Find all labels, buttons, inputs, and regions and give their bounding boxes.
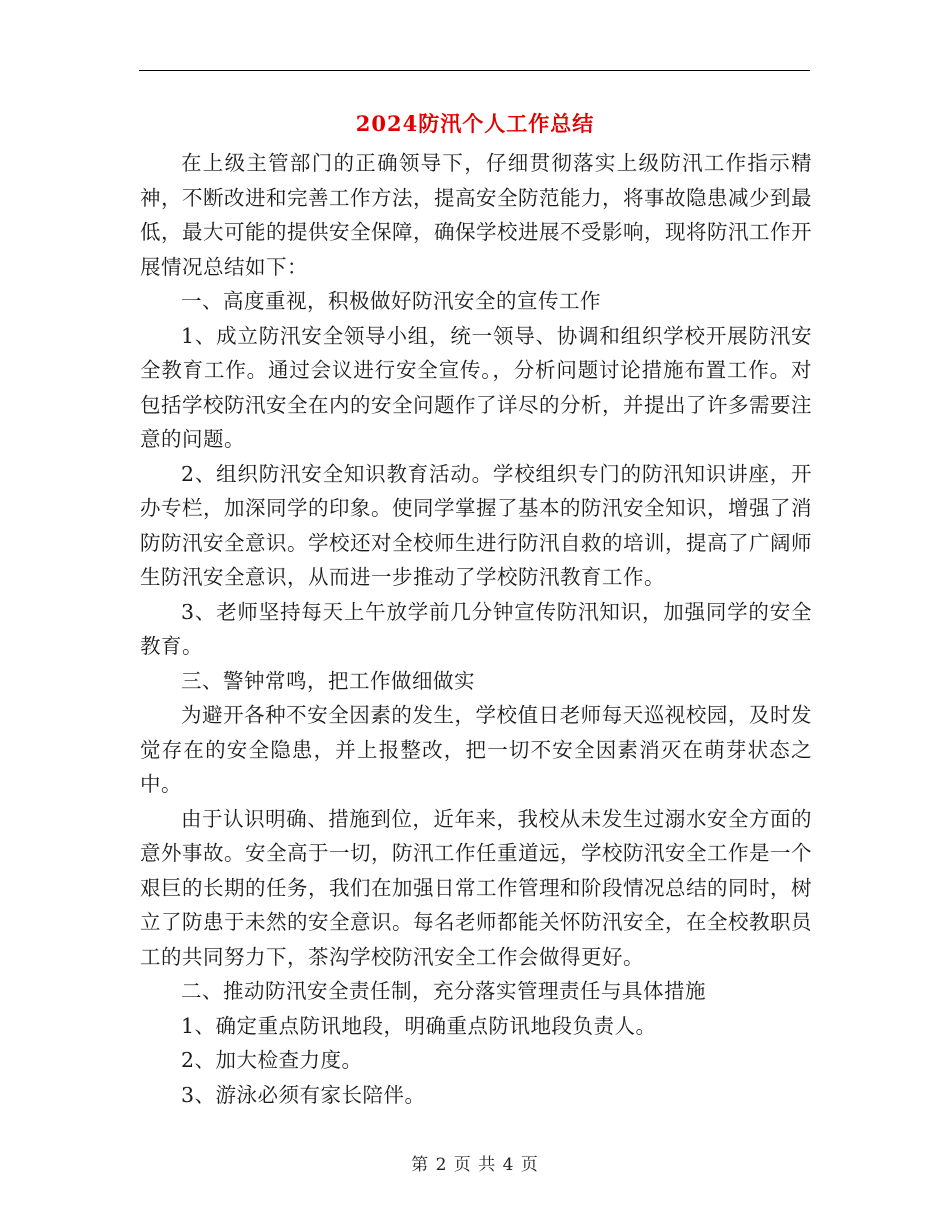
page-footer: 第 2 页 共 4 页 [411,1155,539,1175]
section-heading: 二、推动防汛安全责任制，充分落实管理责任与具体措施 [181,979,706,1003]
paragraph: 2、组织防汛安全知识教育活动。学校组织专门的防汛知识讲座，开办专栏，加深同学的印象。使同学掌握了基本的防汛安全知识，增强了消防防汛安全意识。学校还对全校师生进行防汛自救的培训，提高了广阔师生防汛安全意识，从而进一步推动了学校防汛教育工作。 [140,461,812,589]
document-title: 2024防汛个人工作总结 [355,111,595,136]
paragraph: 为避开各种不安全因素的发生，学校值日老师每天巡视校园，及时发觉存在的安全隐患，并上报整改，把一切不安全因素消灭在萌芽状态之中。 [140,703,812,796]
section-heading: 一、高度重视，积极做好防汛安全的宣传工作 [181,289,601,313]
list-item: 2、加大检查力度。 [181,1048,363,1072]
header-rule [139,70,810,71]
paragraph: 由于认识明确、措施到位，近年来，我校从未发生过溺水安全方面的意外事故。安全高于一切，防汛工作任重道远，学校防汛安全工作是一个艰巨的长期的任务，我们在加强日常工作管理和阶段情况总结的同时，树立了防患于未然的安全意识。每名老师都能关怀防汛安全，在全校教职员工的共同努力下，茶沟学校防汛安全工作会做得更好。 [140,806,812,969]
paragraph: 1、成立防汛安全领导小组，统一领导、协调和组织学校开展防汛安全教育工作。通过会议进行安全宣传。，分析问题讨论措施布置工作。对包括学校防汛安全在内的安全问题作了详尽的分析，并提出了许多需要注意的问题。 [140,323,812,451]
document-body [140,146,812,1112]
section-heading: 三、警钟常鸣，把工作做细做实 [181,668,475,693]
list-item: 3、游泳必须有家长陪伴。 [181,1082,426,1107]
list-item: 1、确定重点防讯地段，明确重点防讯地段负责人。 [181,1013,657,1038]
paragraph: 在上级主管部门的正确领导下，仔细贯彻落实上级防汛工作指示精神，不断改进和完善工作方法，提高安全防范能力，将事故隐患减少到最低，最大可能的提供安全保障，确保学校进展不受影响，现将防汛工作开展情况总结如下： [140,151,812,279]
paragraph: 3、老师坚持每天上午放学前几分钟宣传防汛知识，加强同学的安全教育。 [140,599,812,658]
